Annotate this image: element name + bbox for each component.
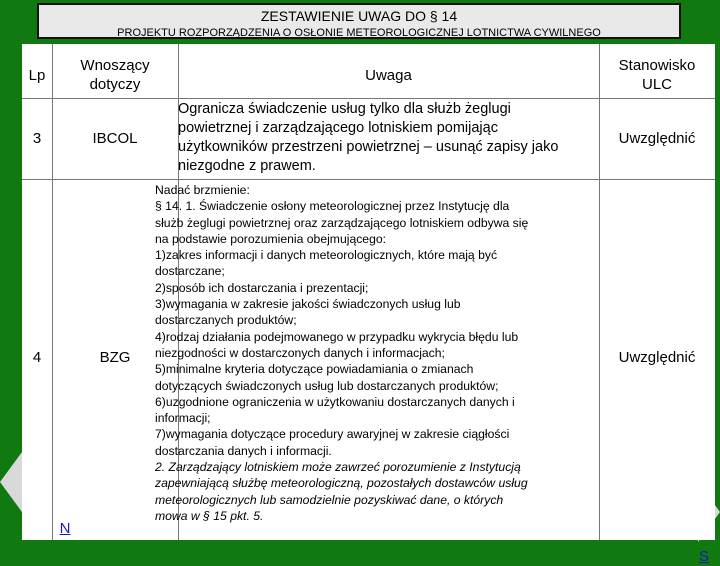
uwaga-line: dotyczących świadczonych usług lub dostarczanych produktów; [155, 378, 499, 393]
uwaga-line: 4)rodzaj działania podejmowanego w przypadku wykrycia błędu lub [155, 329, 519, 344]
uwaga-line-italic: 2. Zarządzający lotniskiem może zawrzeć porozumienie z Instytucją [155, 460, 521, 475]
uwaga-line: 3)wymagania w zakresie jakości świadczonych usług lub [155, 297, 461, 312]
prev-slide-link[interactable]: N [59, 519, 71, 537]
header-stanowisko [599, 50, 715, 100]
uwaga-line: § 14. 1. Świadczenie osłony meteorologicznej przez Instytucję dla [155, 199, 510, 214]
uwaga-line: 7)wymagania dotyczące procedury awaryjnej w zakresie ciągłości [155, 427, 510, 442]
header-wnoszacy-line1: Wnoszący [80, 57, 150, 74]
row-4-lp: 4 [32, 348, 42, 366]
remarks-table [22, 44, 715, 565]
row-4-uwaga [155, 182, 595, 540]
uwaga-line: służb żeglugi powietrznej oraz zarządzającego lotniskiem odbywa się [155, 215, 529, 230]
uwaga-line: 2)sposób ich dostarczania i prezentacji; [155, 280, 369, 295]
uwaga-line: 6)uzgodnione ograniczenia w użytkowaniu dostarczanych danych i [155, 394, 515, 409]
uwaga-line: 5)minimalne kryteria dotyczące powiadamiania o zmianach [155, 362, 474, 377]
uwaga-line: niezgodne z prawem. [178, 158, 316, 174]
prev-arrow-shape[interactable] [0, 452, 22, 512]
header-wnoszacy [52, 50, 178, 100]
row-3-uwaga [178, 98, 599, 178]
row-4-wnoszacy: BZG [99, 348, 131, 366]
uwaga-line: dostarczanych produktów; [155, 313, 297, 328]
uwaga-line: użytkowników przestrzeni powietrznej – usunąć zapisy jako [178, 139, 559, 155]
uwaga-line: dostarczania danych i informacji. [155, 443, 332, 458]
row-4-stanowisko: Uwzględnić [618, 348, 696, 366]
row-divider [22, 179, 715, 180]
header-uwaga: Uwaga [365, 66, 412, 84]
header-wnoszacy-line2: dotyczy [89, 76, 141, 93]
slide-header [37, 3, 681, 39]
uwaga-line: na podstawie porozumienia obejmującego: [155, 231, 387, 246]
uwaga-line: dostarczane; [155, 264, 225, 279]
slide-subtitle: PROJEKTU ROZPORZĄDZENIA O OSŁONIE METEOROLOGICZNEJ LOTNICTWA CYWILNEGO [117, 27, 601, 39]
row-3-lp: 3 [32, 129, 42, 147]
uwaga-line: 1)zakres informacji i danych meteorologicznych, które mają być [155, 248, 498, 263]
uwaga-line-italic: meteorologicznych lub samodzielnie pozyskiwać dane, o których [155, 492, 504, 507]
uwaga-line-italic: zapewniającą służbę meteorologiczną, pozostałych dostawców usług [155, 476, 528, 491]
header-stanowisko-line2: ULC [641, 76, 672, 93]
uwaga-line: informacji; [155, 411, 211, 426]
uwaga-line: niezgodności w dostarczonych danych i informacjach; [155, 345, 445, 360]
uwaga-line: Ogranicza świadczenie usług tylko dla służb żeglugi [178, 101, 511, 117]
uwaga-line-italic: mowa w § 15 pkt. 5. [155, 508, 264, 523]
header-stanowisko-line1: Stanowisko [618, 57, 696, 74]
uwaga-line: Nadać brzmienie: [155, 183, 250, 197]
header-lp: Lp [28, 66, 46, 84]
next-slide-link[interactable]: S [698, 547, 709, 565]
row-3-wnoszacy: IBCOL [92, 129, 138, 147]
row-3-stanowisko: Uwzględnić [618, 129, 696, 147]
uwaga-line: powietrznej i zarządzającego lotniskiem pomijając [178, 120, 498, 136]
slide-title: ZESTAWIENIE UWAG DO § 14 [260, 8, 458, 24]
